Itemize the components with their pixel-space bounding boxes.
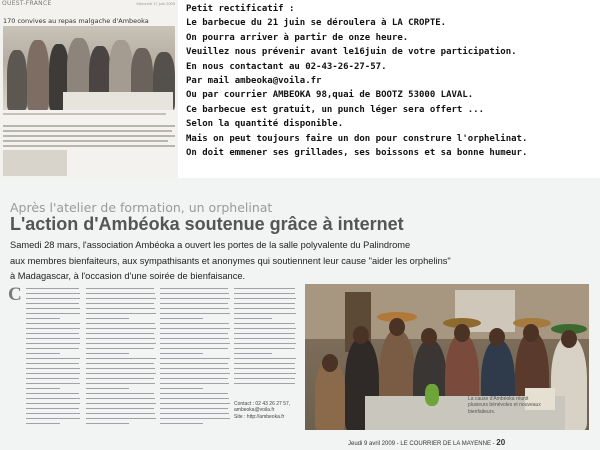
text-line [26,393,79,394]
text-line [160,308,229,309]
text-line [234,383,295,384]
text-line [160,293,229,294]
text-line [26,403,80,404]
text-line [26,423,60,424]
contact-line: Contact : 02 43 26 27 57, [234,401,291,407]
text-line [26,378,79,379]
text-line [160,388,203,389]
text-line [26,333,79,334]
text-line [86,338,155,339]
text-line [86,348,154,349]
text-line [234,288,295,289]
text-line [160,318,203,319]
text-line [160,298,230,299]
text-line [160,323,229,324]
newspaper-article [0,178,600,450]
footer-date: Jeudi 9 avril 2009 - LE COURRIER DE LA MAYENNE - [348,441,495,447]
notice-line: En nous contactant au 02-43-26-27-57. [186,61,387,72]
text-line [234,308,295,309]
text-line [234,378,295,379]
text-line [234,323,295,324]
text-line [86,323,155,324]
lead-line: aux membres bienfaiteurs, aux sympathisants et anonymes qui soutiennent leur cause "aider les orphelins" [10,255,451,266]
text-line [160,303,228,304]
page-footer [348,438,505,447]
text-line [26,358,80,359]
text-line [160,338,229,339]
text-line [86,353,129,354]
notice-line: On pourra arriver à partir de onze heure. [186,32,409,43]
caption-line: plusieurs bénévoles et nouveaux [468,402,541,409]
photo-caption [3,113,175,118]
lead-line: à Madagascar, à l'occasion d'une soirée de bienfaisance. [10,271,246,281]
article-lead [10,238,590,285]
text-line [234,353,272,354]
text-line [160,313,230,314]
text-line [160,383,229,384]
text-line [234,373,296,374]
text-line [160,368,229,369]
article-kicker: Après l'atelier de formation, un orphelinat [10,200,273,215]
text-line [160,328,230,329]
caption-line: La cause d'Ambéoka réunit [468,396,529,402]
notice-line: Mais on peut toujours faire un don pour construre l'orphelinat. [186,133,528,144]
notice-line: On doit emmener ses grillades, ses boissons et sa bonne humeur. [186,148,528,159]
text-line [86,373,156,374]
text-line [234,348,295,349]
text-line [86,328,156,329]
text-line [86,408,154,409]
text-line [160,393,228,394]
contact-line: Site : http://ambeoka.fr [234,413,285,420]
notice-line: Petit rectificatif : [186,4,295,14]
text-line [160,363,228,364]
text-line [26,293,80,294]
text-line [26,323,80,324]
text-line [26,388,60,389]
page-number: 20 [496,438,506,447]
text-line [160,423,203,424]
group-photo [3,26,175,110]
text-line [160,358,230,359]
text-line [86,303,154,304]
text-line [86,313,156,314]
text-line [26,288,79,289]
clipping-headline: 170 convives au repas malgache d'Ambeoka [3,17,149,25]
text-line [160,373,230,374]
column-1 [26,288,82,428]
text-line [160,398,229,399]
notice-line: Ou par courrier AMBEOKA 98,quai de BOOTZ 53000 LAVAL. [186,90,474,101]
text-line [86,403,156,404]
text-line [160,348,228,349]
text-line [234,313,296,314]
text-line [86,398,155,399]
text-line [26,313,80,314]
text-line [234,368,295,369]
text-line [26,298,80,299]
clipping-box [3,150,67,176]
text-line [26,303,79,304]
notice-line: Ce barbecue est gratuit, un punch léger sera offert ... [186,104,485,115]
notice-line: Selon la quantité disponible. [186,119,344,130]
text-line [26,338,80,339]
text-line [160,403,230,404]
text-line [160,353,203,354]
text-line [86,388,129,389]
text-line [86,298,156,299]
notice-line: Le barbecue du 21 juin se déroulera à LA CROPTE. [186,18,447,29]
text-line [160,343,230,344]
rectificatif-notice [186,2,586,172]
text-line [86,418,156,419]
text-line [26,308,80,309]
text-line [234,333,295,334]
text-line [160,418,230,419]
text-line [26,383,80,384]
text-line [160,333,228,334]
contact-block [234,401,306,420]
text-line [86,358,156,359]
text-line [26,363,79,364]
text-line [86,393,154,394]
date-line: Mercredi 17 juin 2009 [136,1,175,6]
text-line [234,293,295,294]
text-line [160,378,228,379]
contact-line: ambeoka@voila.fr [234,407,275,414]
photo-caption [468,396,588,415]
text-line [234,318,272,319]
text-line [86,423,129,424]
text-line [234,303,295,304]
text-line [160,288,228,289]
text-line [26,408,79,409]
column-2 [86,288,158,428]
text-line [86,308,155,309]
clipping-body-text [3,125,175,150]
text-line [26,398,80,399]
text-line [86,368,155,369]
text-line [26,413,80,414]
text-line [86,383,155,384]
text-line [86,333,154,334]
text-line [234,363,295,364]
column-3 [160,288,232,428]
text-line [86,378,154,379]
masthead: OUEST-FRANCE [2,0,52,7]
text-line [26,373,80,374]
text-line [86,293,155,294]
column-4 [234,288,298,388]
text-line [26,353,60,354]
text-line [26,328,80,329]
text-line [234,328,296,329]
article-title: L'action d'Ambéoka soutenue grâce à internet [10,214,404,234]
text-line [234,358,296,359]
text-line [86,363,154,364]
drop-cap: C [8,284,22,305]
text-line [234,343,296,344]
text-line [86,413,155,414]
text-line [26,318,60,319]
newspaper-clipping-top [0,0,178,178]
text-line [234,298,296,299]
text-line [86,318,129,319]
text-line [26,343,80,344]
notice-line: Veuillez nous prévenir avant le16juin de votre participation. [186,47,517,58]
text-line [26,348,79,349]
caption-line: bienfaiteurs. [468,408,496,415]
text-line [160,413,229,414]
text-line [86,343,156,344]
text-line [86,288,154,289]
text-line [26,418,80,419]
lead-line: Samedi 28 mars, l'association Ambéoka a ouvert les portes de la salle polyvalente du Palindrome [10,240,411,250]
text-line [26,368,80,369]
text-line [234,338,295,339]
notice-line: Par mail ambeoka@voila.fr [186,76,322,87]
text-line [160,408,228,409]
